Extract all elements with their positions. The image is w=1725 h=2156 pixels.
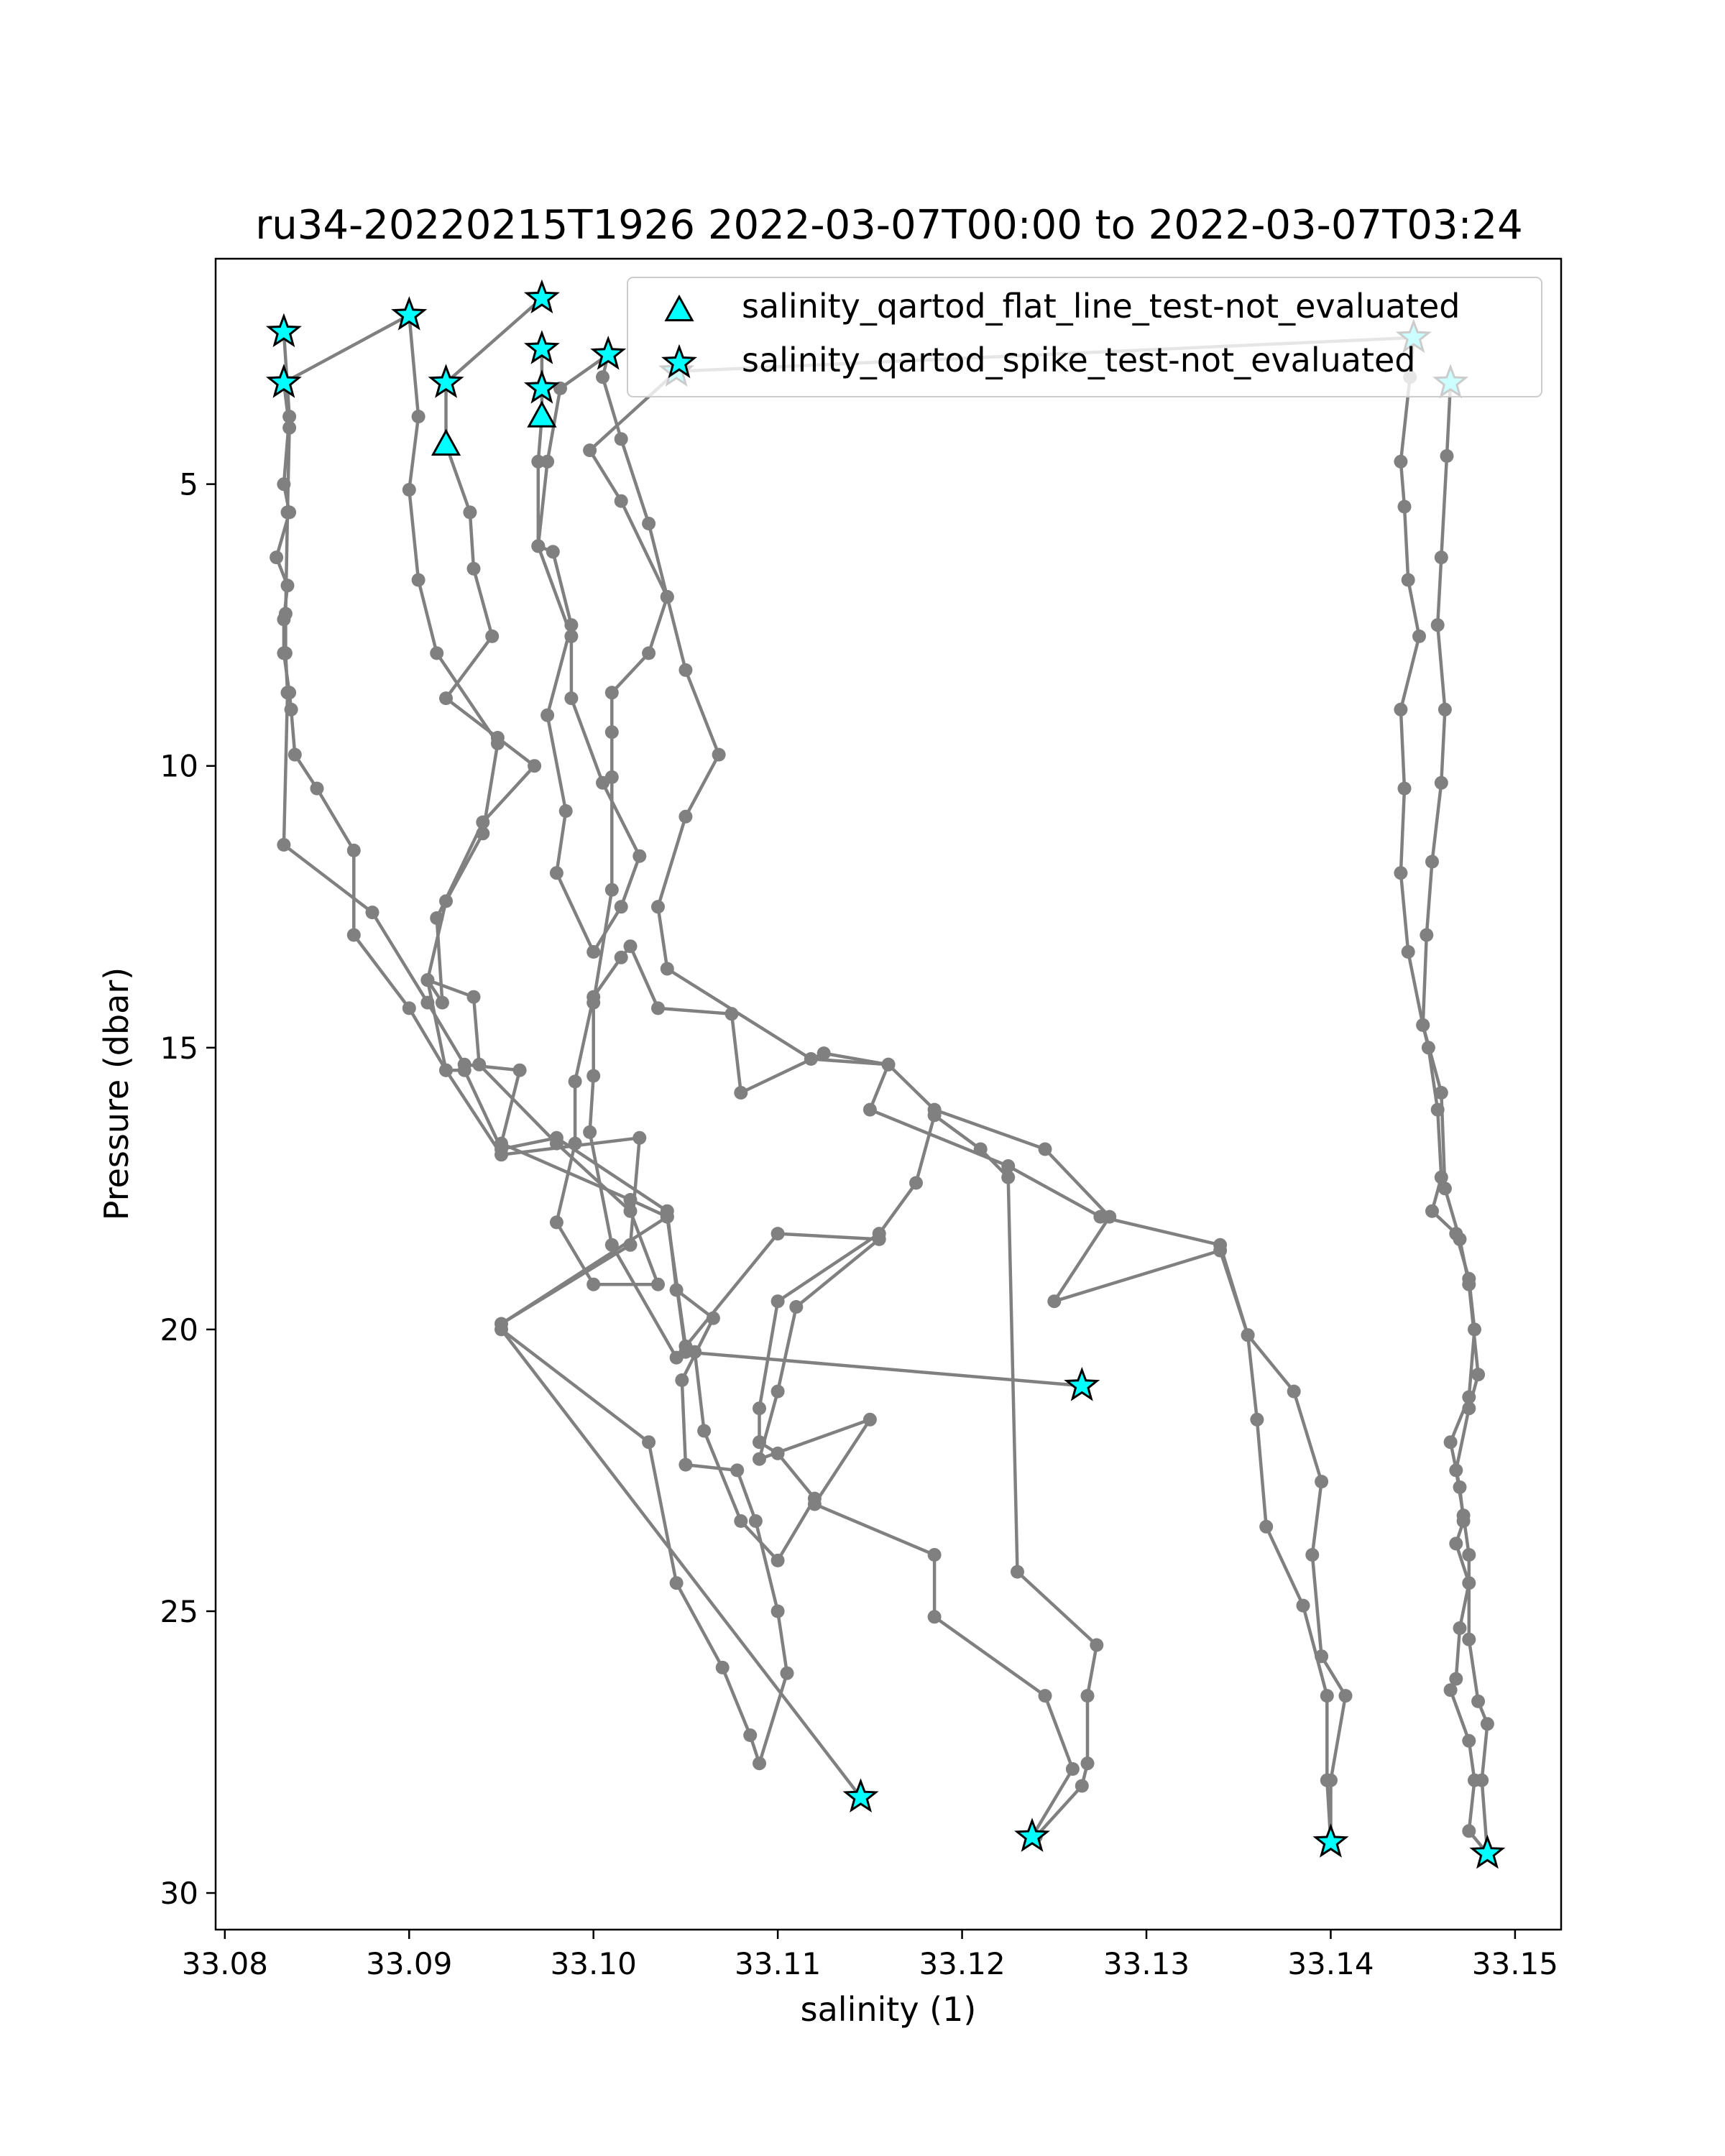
data-point [863, 1413, 877, 1427]
data-point [1449, 1463, 1463, 1477]
data-point [974, 1143, 988, 1156]
x-tick-label: 33.12 [919, 1946, 1006, 1981]
series-7 [531, 342, 646, 959]
data-point [642, 646, 656, 660]
flat-line-marker [433, 431, 459, 455]
data-point [1287, 1385, 1301, 1399]
series-line [603, 354, 1346, 1842]
data-point [707, 1312, 720, 1325]
data-point [1462, 1548, 1476, 1562]
data-point [1420, 929, 1433, 942]
data-point [402, 1001, 416, 1015]
data-point [615, 951, 628, 964]
data-point [288, 748, 302, 762]
y-tick-label: 25 [160, 1593, 198, 1629]
data-point [540, 709, 554, 722]
data-point [366, 906, 380, 919]
data-point [1412, 630, 1426, 643]
data-point [1438, 1181, 1452, 1195]
series-1 [270, 325, 1089, 1392]
data-point [279, 607, 293, 621]
x-tick-label: 33.09 [366, 1946, 453, 1981]
data-point [467, 990, 481, 1004]
data-point [1066, 1762, 1080, 1776]
data-point [1081, 1689, 1095, 1703]
data-point [1471, 1695, 1485, 1708]
data-point [310, 782, 324, 796]
legend [627, 277, 1542, 397]
data-point [1305, 1548, 1319, 1562]
data-point [1039, 1143, 1052, 1156]
data-point [1297, 1599, 1310, 1613]
data-point [743, 1728, 757, 1742]
data-point [771, 1554, 785, 1567]
data-point [1090, 1639, 1103, 1652]
data-point [564, 691, 578, 705]
data-point [513, 1064, 527, 1077]
data-point [697, 1424, 711, 1438]
data-point [583, 443, 597, 457]
data-point [1241, 1328, 1255, 1342]
data-point [873, 1227, 886, 1240]
data-point [678, 663, 692, 677]
data-point [550, 866, 564, 880]
data-point [277, 838, 290, 852]
data-point [753, 1401, 766, 1415]
data-point [1438, 703, 1452, 717]
y-axis [160, 467, 216, 1911]
series-8 [596, 348, 1353, 1849]
data-point [412, 573, 426, 587]
x-tick-label: 33.15 [1471, 1946, 1559, 1981]
data-point [928, 1108, 942, 1122]
data-point [540, 455, 554, 469]
data-point [1394, 703, 1407, 717]
data-point [564, 630, 578, 643]
data-point [467, 562, 481, 576]
data-point [1039, 1689, 1052, 1703]
x-tick-label: 33.14 [1287, 1946, 1374, 1981]
data-point [281, 505, 295, 519]
series-12 [1416, 376, 1494, 1861]
series-line [284, 383, 1073, 1837]
data-point [1093, 1210, 1107, 1224]
data-point [1081, 1756, 1095, 1770]
data-point [1435, 776, 1448, 790]
data-point [863, 1103, 877, 1117]
data-point [439, 691, 453, 705]
data-point [1398, 500, 1412, 514]
data-point [642, 517, 656, 530]
series-line [284, 315, 409, 382]
x-axis-label: salinity (1) [800, 1990, 977, 2029]
data-point [1453, 1621, 1467, 1635]
data-point [615, 494, 628, 508]
data-point [583, 1125, 597, 1139]
data-point [1425, 1204, 1439, 1218]
data-point [605, 883, 619, 897]
data-point [632, 1131, 646, 1145]
data-point [1475, 1774, 1489, 1787]
data-point [730, 1463, 744, 1477]
chart-title: ru34-20220215T1926 2022-03-07T00:00 to 2022-03-07T03:24 [255, 202, 1523, 249]
data-point [1394, 866, 1407, 880]
data-point [472, 1058, 486, 1072]
data-point [559, 804, 573, 818]
data-point [279, 646, 293, 660]
data-point [651, 1001, 665, 1015]
data-point [347, 844, 361, 857]
data-point [1435, 550, 1448, 564]
data-point [605, 725, 619, 739]
data-point [753, 1435, 766, 1449]
data-point [716, 1661, 730, 1674]
data-point [1444, 1435, 1458, 1449]
spike-marker [1067, 1370, 1097, 1399]
data-point [670, 1351, 684, 1365]
series-9 [583, 364, 1103, 1843]
plot-frame [216, 259, 1561, 1930]
data-point [531, 539, 545, 553]
data-point [1462, 1633, 1476, 1646]
x-axis [182, 1930, 1558, 1981]
data-point [678, 810, 692, 824]
x-tick-label: 33.08 [181, 1946, 268, 1981]
data-point [476, 816, 489, 829]
data-point [412, 410, 426, 423]
data-point [642, 1435, 656, 1449]
data-point [605, 686, 619, 699]
y-tick-label: 20 [160, 1312, 198, 1348]
data-point [436, 996, 449, 1010]
data-point [771, 1294, 785, 1308]
data-point [1453, 1233, 1467, 1246]
series-line [277, 332, 1082, 1386]
y-tick-label: 15 [160, 1030, 198, 1066]
data-point [928, 1610, 942, 1623]
data-point [771, 1227, 785, 1240]
y-tick-label: 30 [160, 1876, 198, 1912]
data-point [882, 1058, 896, 1072]
data-point [596, 370, 610, 384]
data-point [1471, 1368, 1485, 1381]
data-point [605, 770, 619, 784]
series-2 [277, 376, 1080, 1843]
data-point [430, 646, 443, 660]
data-point [485, 630, 499, 643]
data-point [661, 962, 674, 976]
data-point [1444, 1683, 1458, 1697]
data-point [281, 686, 295, 699]
data-point [781, 1667, 794, 1680]
data-point [546, 545, 560, 558]
data-point [928, 1548, 942, 1562]
y-tick-label: 10 [160, 748, 198, 784]
series-line [446, 298, 542, 383]
data-point [550, 1215, 564, 1229]
data-point [270, 550, 283, 564]
data-point [661, 590, 674, 604]
data-point [712, 748, 726, 762]
data-point [808, 1492, 822, 1506]
data-point [1315, 1475, 1328, 1488]
data-point [550, 1137, 564, 1151]
data-point [586, 945, 600, 959]
data-point [1398, 782, 1412, 796]
data-point [1339, 1689, 1353, 1703]
data-point [1440, 449, 1454, 463]
data-point [670, 1576, 684, 1590]
x-tick-label: 33.11 [735, 1946, 822, 1981]
data-point [734, 1514, 748, 1528]
data-point [1435, 1086, 1448, 1100]
spike-marker [1017, 1821, 1047, 1850]
data-point [1462, 1734, 1476, 1748]
data-point [909, 1176, 923, 1190]
data-point [494, 1143, 508, 1156]
data-point [749, 1514, 763, 1528]
data-point [347, 929, 361, 942]
data-point [771, 1447, 785, 1460]
data-point [1402, 945, 1415, 959]
data-point [1449, 1537, 1463, 1550]
data-point [586, 996, 600, 1010]
data-point [1462, 1401, 1476, 1415]
data-point [688, 1345, 702, 1359]
data-point [675, 1373, 689, 1387]
data-point [615, 432, 628, 446]
data-point [632, 849, 646, 863]
data-point [586, 1278, 600, 1291]
data-point [491, 731, 505, 745]
x-tick-label: 33.10 [550, 1946, 637, 1981]
data-point [605, 1238, 619, 1252]
data-point [789, 1300, 803, 1314]
data-point [1462, 1824, 1476, 1838]
data-point [624, 939, 638, 953]
data-point [1431, 618, 1445, 632]
data-point [439, 1064, 453, 1077]
data-point [463, 505, 477, 519]
data-point [402, 483, 416, 497]
series-5 [439, 291, 548, 390]
x-tick-label: 33.13 [1103, 1946, 1190, 1981]
data-point [1402, 573, 1415, 587]
data-point [1425, 855, 1439, 869]
data-point [624, 1204, 638, 1218]
data-point [586, 1069, 600, 1083]
data-point [1315, 1649, 1328, 1663]
spike-marker [1316, 1827, 1346, 1856]
data-point [678, 1458, 692, 1472]
series-layer [270, 291, 1494, 1860]
data-point [1394, 455, 1407, 469]
data-point [624, 1238, 638, 1252]
data-point [430, 911, 443, 925]
data-point [1457, 1508, 1471, 1522]
data-point [569, 1137, 582, 1151]
data-point [734, 1086, 748, 1100]
data-point [458, 1064, 472, 1077]
flat-line-marker [529, 403, 555, 427]
data-point [420, 973, 434, 987]
data-point [1481, 1717, 1494, 1731]
data-point [771, 1385, 785, 1399]
data-point [1320, 1689, 1334, 1703]
data-point [1047, 1294, 1061, 1308]
data-point [1416, 1018, 1430, 1032]
y-axis-label: Pressure (dbar) [97, 967, 136, 1221]
data-point [282, 421, 296, 435]
data-point [670, 1284, 684, 1297]
y-tick-label: 5 [179, 466, 198, 502]
data-point [1075, 1779, 1089, 1793]
data-point [661, 1204, 674, 1218]
legend-entry-spike: salinity_qartod_spike_test-not_evaluated [742, 341, 1416, 379]
data-point [651, 900, 665, 913]
data-point [1213, 1238, 1227, 1252]
data-point [1001, 1171, 1015, 1184]
data-point [1324, 1774, 1338, 1787]
legend-entry-flat-line: salinity_qartod_flat_line_test-not_evaluated [742, 287, 1460, 326]
data-point [753, 1756, 766, 1770]
data-point [615, 900, 628, 913]
data-point [651, 1278, 665, 1291]
data-point [494, 1322, 508, 1336]
data-point [804, 1052, 818, 1066]
data-point [1462, 1278, 1476, 1291]
data-point [1250, 1413, 1264, 1427]
data-point [1259, 1520, 1273, 1534]
data-point [528, 759, 541, 773]
data-point [569, 1074, 582, 1088]
data-point [1011, 1565, 1024, 1579]
data-point [753, 1452, 766, 1466]
data-point [771, 1605, 785, 1618]
